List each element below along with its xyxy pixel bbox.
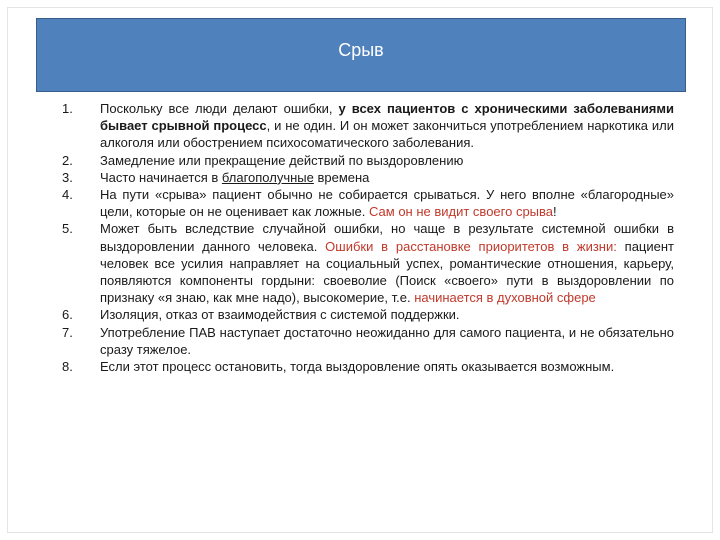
list-item-number: 5.: [62, 221, 73, 237]
list-item-text: [100, 186, 674, 220]
list-item-number: 4.: [62, 187, 73, 203]
text-run: Часто начинается в: [100, 169, 222, 185]
highlighted-text: Сам он не видит своего срыва: [369, 204, 554, 220]
text-run: !: [553, 204, 557, 220]
text-run: Может быть вследствие случайной ошибки, но чаще в результате системной ошибки в выздоровлении данного человека.: [100, 221, 674, 254]
slide-title: Срыв: [338, 39, 384, 60]
text-run: Поскольку все люди делают ошибки,: [100, 101, 339, 116]
list-item-text: [100, 220, 674, 306]
highlighted-text: Ошибки в расстановке приоритетов в жизни:: [325, 238, 617, 254]
list-item-text: [100, 324, 674, 358]
text-run: пациент человек все усилия направляет на социальный успех, романтические отношения, карьеру, появляются компоненты гордыни: своеволие (Поиск «своего» пути в выздоровлении по признаку «я знаю, как мне надо), высокомерие, т.е.: [100, 238, 675, 306]
list-item-text: [100, 169, 674, 186]
underlined-text: благополучные: [221, 169, 314, 185]
list-item-number: 6.: [62, 307, 73, 323]
text-run: Употребление ПАВ наступает достаточно неожиданно для самого пациента, и не обязательно сразу тяжелое.: [100, 324, 674, 357]
list-item-number: 3.: [62, 169, 73, 185]
list-item-number: 2.: [62, 152, 73, 168]
list-item: [62, 152, 674, 169]
highlighted-text: начинается в духовной сфере: [414, 290, 596, 306]
list-item: [62, 358, 674, 375]
text-run: Изоляция, отказ от взаимодействия с системой поддержки.: [100, 307, 460, 323]
list-item-number: 8.: [62, 359, 73, 375]
list-item-text: [100, 306, 674, 323]
numbered-list: [62, 100, 674, 375]
list-item: [62, 100, 674, 152]
list-item-text: [100, 100, 674, 152]
text-run: Если этот процесс остановить, тогда выздоровление опять оказывается возможным.: [100, 359, 615, 375]
list-item: [62, 169, 674, 186]
list-item: [62, 324, 674, 358]
title-bar: [36, 18, 686, 92]
bold-text: у всех пациентов с хроническими заболеваниями бывает срывной процесс: [100, 101, 674, 134]
list-item: [62, 186, 674, 220]
list-item-text: [100, 152, 674, 169]
list-item-number: 1.: [62, 101, 73, 116]
list-item-text: [100, 358, 674, 375]
list-item: [62, 220, 674, 306]
text-run: , и не один. И он может закончиться употреблением наркотика или алкоголя или обострением психосоматического заболевания.: [100, 118, 674, 151]
text-run: Замедление или прекращение действий по выздоровлению: [100, 152, 464, 168]
list-item: [62, 306, 674, 323]
text-run: времена: [313, 169, 370, 185]
list-item-number: 7.: [62, 324, 73, 340]
text-run: На пути «срыва» пациент обычно не собирается срываться. У него вполне «благородные» цели, которые он не оценивает как ложные.: [100, 187, 674, 220]
